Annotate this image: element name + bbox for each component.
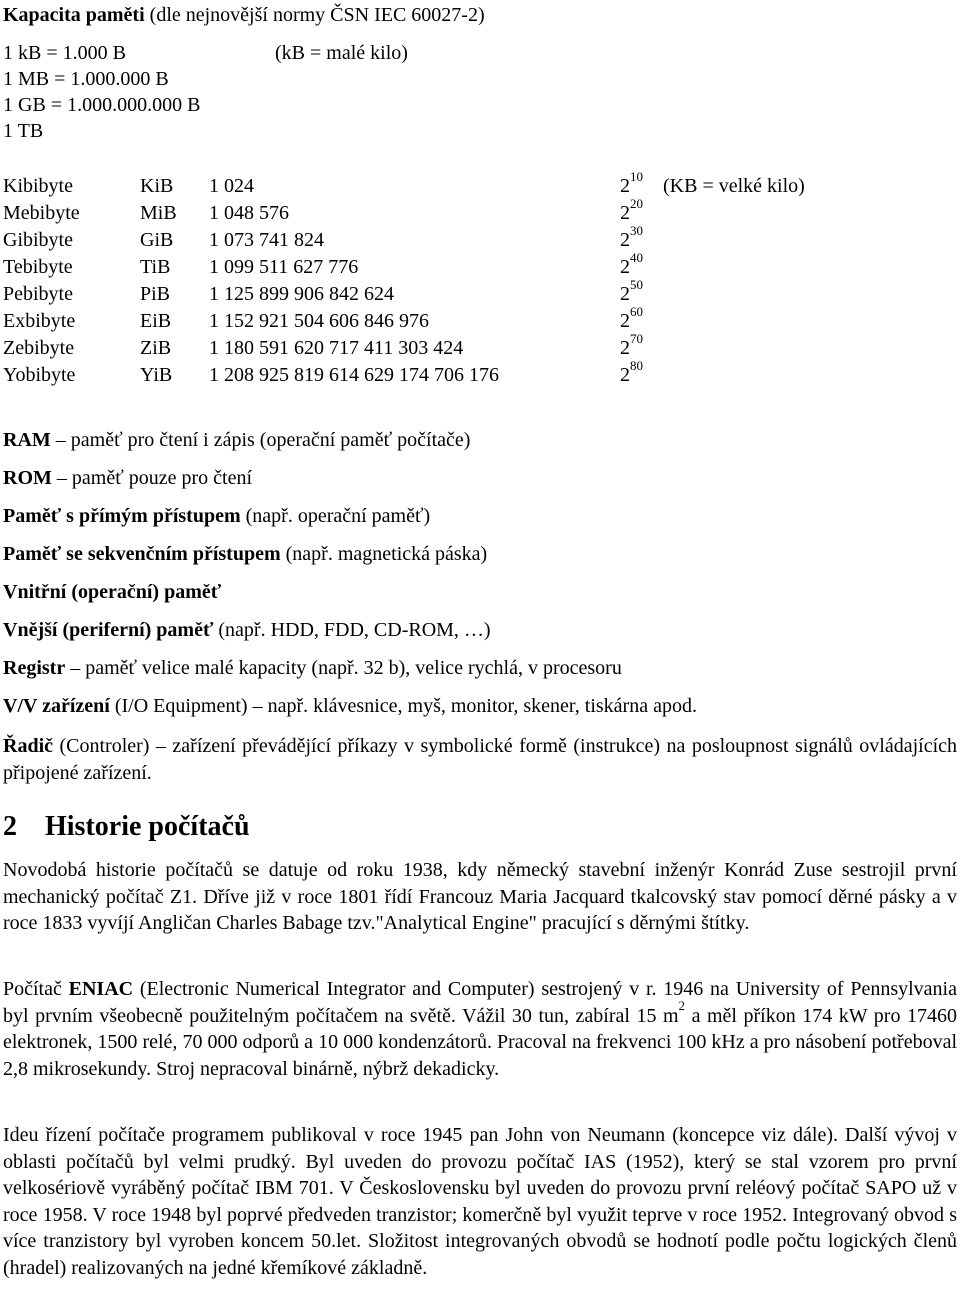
unit-power xyxy=(620,250,643,279)
p2-text-d: a měl příkon 174 kW pro 17460 elektronek, 1500 relé, 70 000 odporů a 10 000 kondenzátorů. Pracoval na frekvenci 100 kHz a pro násobení potřeboval 2,8 mikrosekundy. Stroj nepracoval binárně, nýbrž dekadicky. xyxy=(3,1004,957,1080)
unit-name: Yobibyte xyxy=(3,364,76,386)
unit-name: Kibibyte xyxy=(3,175,73,197)
power-exp: 40 xyxy=(630,250,643,265)
power-exp: 20 xyxy=(630,196,643,211)
power-base: 2 xyxy=(620,310,630,332)
power-base: 2 xyxy=(620,364,630,386)
capacity-title-line xyxy=(3,3,485,27)
unit-abbr: TiB xyxy=(140,256,171,278)
definition-item xyxy=(3,694,697,718)
power-exp: 80 xyxy=(630,358,643,373)
unit-value: 1 180 591 620 717 411 303 424 xyxy=(209,337,464,359)
p2-text-a: Počítač xyxy=(3,978,69,1000)
unit-value: 1 099 511 627 776 xyxy=(209,256,359,278)
unit-power xyxy=(620,169,643,198)
definition-term: ROM xyxy=(3,467,52,489)
power-exp: 50 xyxy=(630,277,643,292)
unit-abbr: PiB xyxy=(140,283,171,305)
p2-text-c: (Electronic Numerical Integrator and Computer) sestrojený v r. 1946 na University of Pennsylvania byl prvním všeobecně použitelným počítačem na světě. Vážil 30 tun, zabíral 15 m xyxy=(3,978,957,1027)
definition-term: Paměť se sekvenčním přístupem xyxy=(3,543,281,565)
power-base: 2 xyxy=(620,175,630,197)
definition-text: – paměť pouze pro čtení xyxy=(51,467,253,489)
power-exp: 60 xyxy=(630,304,643,319)
definition-item xyxy=(3,618,491,642)
unit-name: Mebibyte xyxy=(3,202,80,224)
unit-power xyxy=(620,304,643,333)
power-base: 2 xyxy=(620,337,630,359)
history-paragraph-2 xyxy=(3,976,957,1082)
section-number: 2 xyxy=(3,811,17,842)
definition-text: (např. magnetická páska) xyxy=(280,543,488,565)
history-paragraph-3: Ideu řízení počítače programem publikoval v roce 1945 pan John von Neumann (koncepce viz dále). Další vývoj v oblasti počítačů byl velmi prudký. Byl uveden do provozu počítač IAS (1952), který se stal vzorem pro první velkosériově vyráběný počítač IBM 701. V Československu byl uveden do provozu první reléový počítač SAPO už v roce 1958. V roce 1948 byl poprvé předveden tranzistor; komerčně byl využit teprve v roce 1952. Integrovaný obvod s více tranzistory byl vyroben koncem 50.let. Složitost integrovaných obvodů se hodnotí podle počtu logických členů (hradel) realizovaných na jedné křemíkové základně. xyxy=(3,1124,957,1279)
unit-value: 1 125 899 906 842 624 xyxy=(209,283,394,305)
decimal-unit: 1 kB = 1.000 B xyxy=(3,42,126,64)
decimal-unit: 1 TB xyxy=(3,120,44,142)
definition-item xyxy=(3,542,487,566)
definition-term: Řadič xyxy=(3,735,53,757)
power-exp: 30 xyxy=(630,223,643,238)
definition-term: RAM xyxy=(3,429,51,451)
power-base: 2 xyxy=(620,202,630,224)
definition-item xyxy=(3,428,470,452)
unit-value: 1 048 576 xyxy=(209,202,289,224)
decimal-unit: 1 MB = 1.000.000 B xyxy=(3,68,169,90)
section-heading xyxy=(3,810,250,844)
unit-power xyxy=(620,277,643,306)
unit-name: Pebibyte xyxy=(3,283,73,305)
definition-text: (Controler) – zařízení převádějící příkazy v symbolické formě (instrukce) na posloupnost signálů ovládajících připojené zařízení. xyxy=(3,735,957,784)
unit-abbr: ZiB xyxy=(140,337,172,359)
decimal-note: (kB = malé kilo) xyxy=(275,42,408,64)
unit-note: (KB = velké kilo) xyxy=(663,175,805,197)
definition-text: (např. HDD, FDD, CD-ROM, …) xyxy=(213,619,491,641)
power-base: 2 xyxy=(620,229,630,251)
unit-value: 1 073 741 824 xyxy=(209,229,324,251)
capacity-title: Kapacita paměti xyxy=(3,4,145,26)
p2-superscript: 2 xyxy=(678,997,686,1013)
definition-text: – paměť velice malé kapacity (např. 32 b), velice rychlá, v procesoru xyxy=(65,657,622,679)
definition-term: Vnitřní (operační) paměť xyxy=(3,581,222,603)
unit-power xyxy=(620,223,643,252)
capacity-title-note: (dle nejnovější normy ČSN IEC 60027-2) xyxy=(144,4,485,26)
power-exp: 70 xyxy=(630,331,643,346)
definition-item xyxy=(3,504,430,528)
unit-power xyxy=(620,331,643,360)
definition-term: Vnější (periferní) paměť xyxy=(3,619,214,641)
eniac-term: ENIAC xyxy=(68,978,134,1000)
definition-text: (I/O Equipment) – např. klávesnice, myš, monitor, skener, tiskárna apod. xyxy=(109,695,697,717)
definition-term: Paměť s přímým přístupem xyxy=(3,505,241,527)
unit-abbr: KiB xyxy=(140,175,174,197)
definition-term: Registr xyxy=(3,657,66,679)
definition-item xyxy=(3,466,252,490)
unit-power xyxy=(620,358,643,387)
radic-paragraph xyxy=(3,733,957,786)
section-title: Historie počítačů xyxy=(45,811,250,842)
unit-value: 1 152 921 504 606 846 976 xyxy=(209,310,429,332)
unit-name: Gibibyte xyxy=(3,229,73,251)
definition-item xyxy=(3,656,622,680)
power-base: 2 xyxy=(620,283,630,305)
unit-abbr: YiB xyxy=(140,364,173,386)
decimal-unit: 1 GB = 1.000.000.000 B xyxy=(3,94,201,116)
unit-name: Exbibyte xyxy=(3,310,76,332)
unit-name: Zebibyte xyxy=(3,337,75,359)
unit-abbr: EiB xyxy=(140,310,172,332)
definition-term: V/V zařízení xyxy=(3,695,110,717)
unit-name: Tebibyte xyxy=(3,256,73,278)
power-exp: 10 xyxy=(630,169,643,184)
history-paragraph-1: Novodobá historie počítačů se datuje od roku 1938, kdy německý stavební inženýr Konrád Zuse sestrojil první mechanický počítač Z1. Dříve již v roce 1801 řídí Francouz Maria Jacquard tkalcovský stav pomocí děrné pásky a v roce 1833 vyvíjí Angličan Charles Babage tzv."Analytical Engine" pracující s děrnými štítky. xyxy=(3,859,957,934)
unit-abbr: GiB xyxy=(140,229,174,251)
unit-value: 1 024 xyxy=(209,175,254,197)
power-base: 2 xyxy=(620,256,630,278)
unit-value: 1 208 925 819 614 629 174 706 176 xyxy=(209,364,499,386)
definition-text: (např. operační paměť) xyxy=(240,505,431,527)
unit-abbr: MiB xyxy=(140,202,177,224)
unit-power xyxy=(620,196,643,225)
definition-item xyxy=(3,580,221,604)
definition-text: – paměť pro čtení i zápis (operační paměť počítače) xyxy=(50,429,471,451)
